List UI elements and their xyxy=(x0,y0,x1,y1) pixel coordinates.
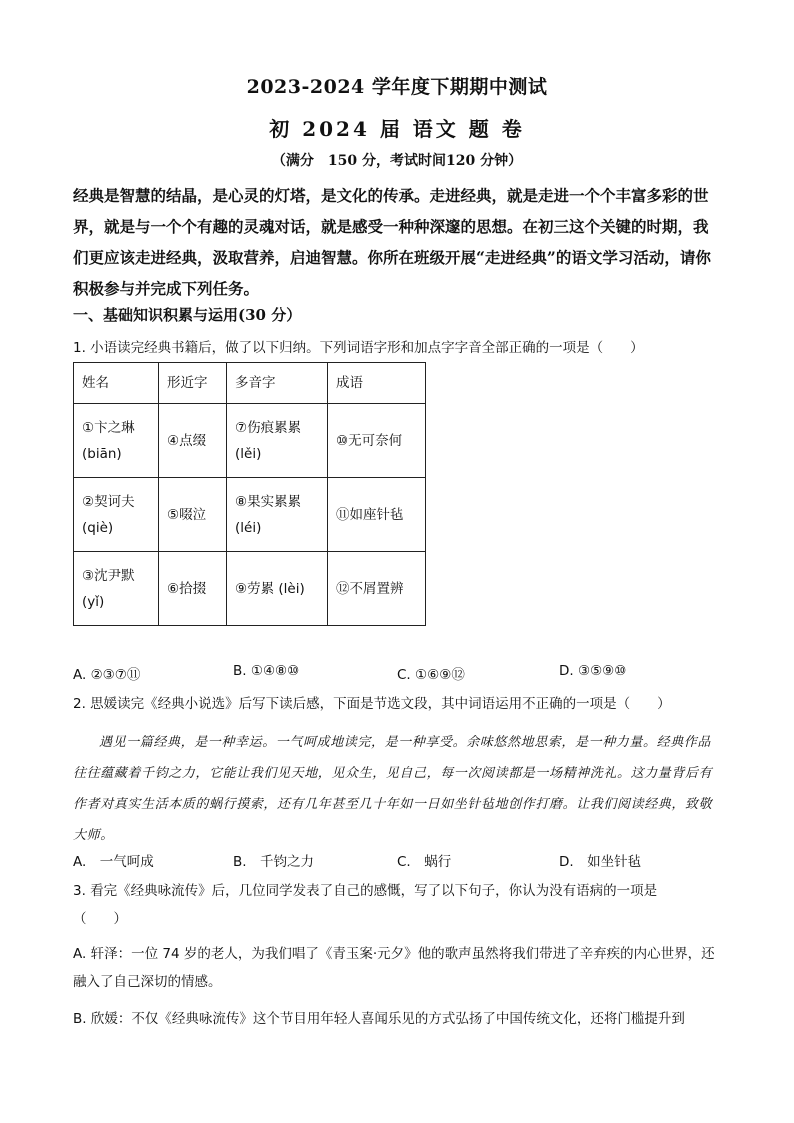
option-b[interactable]: B. 千钧之力 xyxy=(233,854,315,870)
option-a[interactable]: A. 一气呵成 xyxy=(73,854,154,870)
table-cell: ⑦伤痕累累 (lěi) xyxy=(227,404,328,478)
question-2-passage: 遇见一篇经典，是一种幸运。一气呵成地读完，是一种享受。余味悠然地思索，是一种力量。经典作品往往蕴藏着千钧之力，它能让我们见天地，见众生，见自己，每一次阅读都是一场精神洗礼。这力量背后有作者对真实生活本质的蜗行摸索，还有几年甚至几十年如一日如坐针毡地创作打磨。让我们阅读经典，致敬大师。 xyxy=(73,735,713,843)
table-row xyxy=(74,552,426,626)
question-3-paren: （ ） xyxy=(73,911,127,927)
option-c[interactable]: C. 蜗行 xyxy=(397,854,452,870)
table-cell: ⑧果实累累 (léi) xyxy=(227,478,328,552)
table-cell: ⑫不屑置辨 xyxy=(328,552,426,626)
table-cell: ⑨劳累 (lèi) xyxy=(227,552,328,626)
question-2-options xyxy=(73,850,723,874)
option-d[interactable]: D. 如坐针毡 xyxy=(559,854,642,870)
intro-paragraph: 经典是智慧的结晶，是心灵的灯塔，是文化的传承。走进经典，就是走进一个个丰富多彩的世界，就是与一个个有趣的灵魂对话，就是感受一种种深邃的思想。在初三这个关键的时期，我们更应该走进经典，汲取营养，启迪智慧。你所在班级开展“走进经典”的语文学习活动，请你积极参与并完成下列任务。 xyxy=(73,186,711,298)
question-1-stem: 1. 小语读完经典书籍后，做了以下归纳。下列词语字形和加点字字音全部正确的一项是（ ） xyxy=(73,340,644,356)
question-2-stem: 2. 思媛读完《经典小说选》后写下读后感，下面是节选文段，其中词语运用不正确的一项是（ ） xyxy=(73,696,671,712)
table-header-row xyxy=(74,363,426,404)
table-cell: ⑩无可奈何 xyxy=(328,404,426,478)
table-cell: ⑤啜泣 xyxy=(159,478,227,552)
question-1-table xyxy=(73,362,426,626)
table-cell: ①卞之琳 (biān) xyxy=(74,404,159,478)
exam-title: 2023-2024 学年度下期期中测试 xyxy=(246,76,548,98)
question-3-option-a[interactable]: A. 轩泽：一位 74 岁的老人，为我们唱了《青玉案·元夕》他的歌声虽然将我们带进了辛弃疾的内心世界，还融入了自己深切的情感。 xyxy=(73,946,715,990)
option-d[interactable]: D. ③⑤⑨⑩ xyxy=(559,663,627,679)
option-b[interactable]: B. ①④⑧⑩ xyxy=(233,663,300,679)
table-row xyxy=(74,404,426,478)
table-header-cell: 多音字 xyxy=(227,363,328,404)
table-header-cell: 形近字 xyxy=(159,363,227,404)
question-1-options xyxy=(73,663,723,687)
question-3-stem: 3. 看完《经典咏流传》后，几位同学发表了自己的感慨，写了以下句子，你认为没有语病的一项是 xyxy=(73,883,658,899)
table-cell: ③沈尹默 (yǐ) xyxy=(74,552,159,626)
option-a[interactable]: A. ②③⑦⑪ xyxy=(73,667,141,683)
table-cell: ⑪如座针毡 xyxy=(328,478,426,552)
question-3-option-b[interactable]: B. 欣媛：不仅《经典咏流传》这个节目用年轻人喜闻乐见的方式弘扬了中国传统文化，还将门槛提升到 xyxy=(73,1011,685,1027)
table-header-cell: 成语 xyxy=(328,363,426,404)
exam-score-time: （满分 150 分，考试时间120 分钟） xyxy=(271,153,523,169)
table-row xyxy=(74,478,426,552)
exam-subtitle: 初 2024 届 语文 题 卷 xyxy=(269,117,525,141)
table-cell: ⑥拾掇 xyxy=(159,552,227,626)
option-c[interactable]: C. ①⑥⑨⑫ xyxy=(397,667,465,683)
section-heading: 一、基础知识积累与运用(30 分） xyxy=(73,306,302,324)
table-cell: ④点缀 xyxy=(159,404,227,478)
table-header-cell: 姓名 xyxy=(74,363,159,404)
table-cell: ②契诃夫 (qiè) xyxy=(74,478,159,552)
